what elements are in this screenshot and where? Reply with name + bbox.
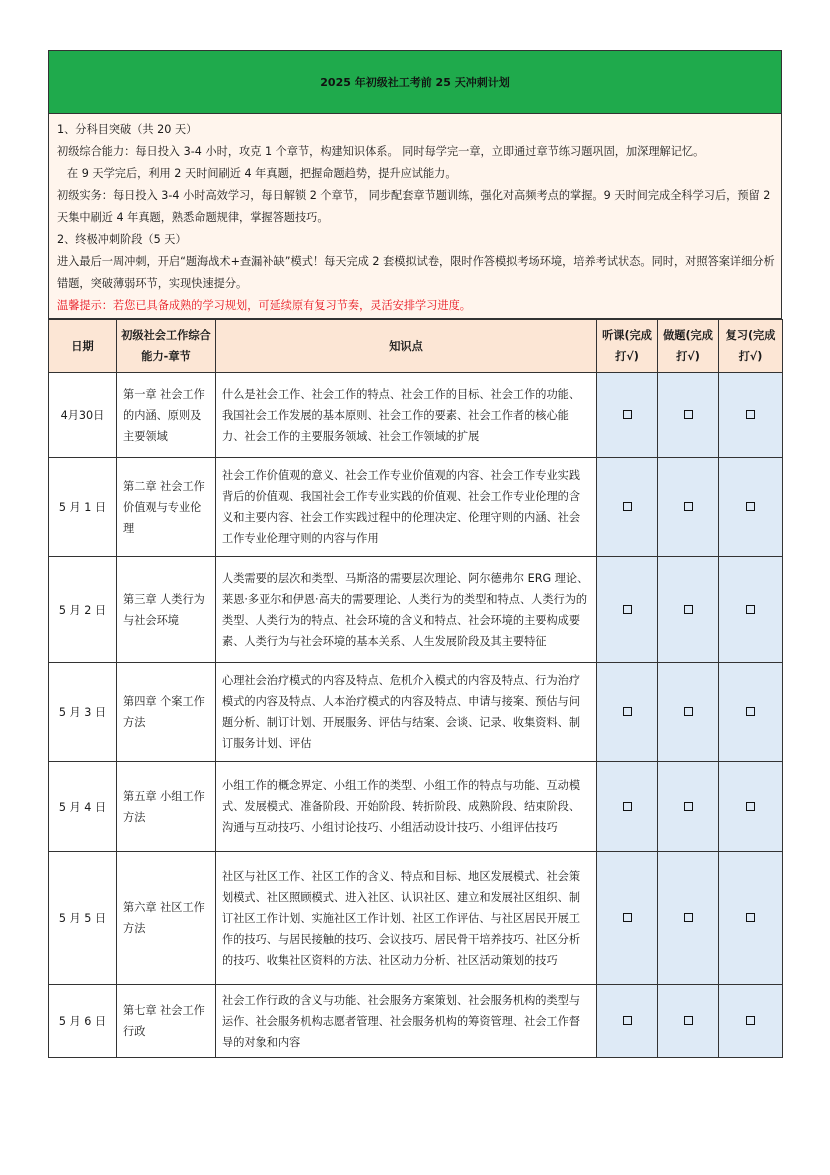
- practice-checkbox[interactable]: [658, 458, 719, 557]
- checkbox-icon[interactable]: [746, 707, 755, 716]
- practice-checkbox[interactable]: [658, 663, 719, 762]
- table-row: [49, 458, 783, 557]
- checkbox-icon[interactable]: [623, 1016, 632, 1025]
- row-chapter: 第三章 人类行为与社会环境: [117, 557, 216, 663]
- row-knowledge: 什么是社会工作、社会工作的特点、社会工作的目标、社会工作的功能、我国社会工作发展的基本原则、社会工作的要素、社会工作者的核心能力、社会工作的主要服务领域、社会工作领域的扩展: [216, 373, 597, 458]
- checkbox-icon[interactable]: [684, 707, 693, 716]
- study-plan-sheet: [48, 50, 782, 1058]
- row-date: 4月30日: [49, 373, 117, 458]
- row-chapter: 第一章 社会工作的内涵、原则及主要领域: [117, 373, 216, 458]
- practice-checkbox[interactable]: [658, 557, 719, 663]
- checkbox-icon[interactable]: [746, 802, 755, 811]
- row-knowledge: 人类需要的层次和类型、马斯洛的需要层次理论、阿尔德弗尔 ERG 理论、莱恩·多亚尔和伊恩·高夫的需要理论、人类行为的类型和特点、人类行为的类型、人类行为的特点、社会环境的含义和特点、社会环境的主要构成要素、人类行为与社会环境的基本关系、人生发展阶段及其主要特征: [216, 557, 597, 663]
- row-chapter: 第七章 社会工作行政: [117, 985, 216, 1058]
- checkbox-icon[interactable]: [684, 502, 693, 511]
- checkbox-icon[interactable]: [746, 1016, 755, 1025]
- review-checkbox[interactable]: [719, 458, 783, 557]
- checkbox-icon[interactable]: [623, 502, 632, 511]
- review-checkbox[interactable]: [719, 557, 783, 663]
- intro-line-4: 进入最后一周冲刺，开启“题海战术+查漏补缺”模式！每天完成 2 套模拟试卷，限时作答模拟考场环境，培养考试状态。同时，对照答案详细分析错题，突破薄弱环节，实现快速提分。: [57, 255, 775, 290]
- checkbox-icon[interactable]: [746, 913, 755, 922]
- checkbox-icon[interactable]: [684, 802, 693, 811]
- practice-checkbox[interactable]: [658, 852, 719, 985]
- warning-text: 温馨提示：若您已具备成熟的学习规划，可延续原有复习节奏，灵活安排学习进度。: [57, 299, 471, 312]
- table-header-row: [49, 320, 783, 373]
- checkbox-icon[interactable]: [684, 605, 693, 614]
- row-chapter: 第六章 社区工作方法: [117, 852, 216, 985]
- listen-checkbox[interactable]: [597, 557, 658, 663]
- section1-title: 1、分科目突破（共 20 天）: [57, 123, 198, 136]
- listen-checkbox[interactable]: [597, 458, 658, 557]
- intro-line-3: 初级实务：每日投入 3-4 小时高效学习，每日解锁 2 个章节， 同步配套章节题训练，强化对高频考点的掌握。9 天时间完成全科学习后，预留 2 天集中刷近 4 年真题，熟悉命题规律，掌握答题技巧。: [57, 189, 771, 224]
- listen-checkbox[interactable]: [597, 852, 658, 985]
- checkbox-icon[interactable]: [623, 605, 632, 614]
- review-checkbox[interactable]: [719, 373, 783, 458]
- row-chapter: 第五章 小组工作方法: [117, 762, 216, 852]
- table-row: [49, 762, 783, 852]
- listen-checkbox[interactable]: [597, 373, 658, 458]
- checkbox-icon[interactable]: [746, 410, 755, 419]
- checkbox-icon[interactable]: [746, 502, 755, 511]
- table-row: [49, 852, 783, 985]
- row-knowledge: 社会工作行政的含义与功能、社会服务方案策划、社会服务机构的类型与运作、社会服务机构志愿者管理、社会服务机构的筹资管理、社会工作督导的对象和内容: [216, 985, 597, 1058]
- listen-checkbox[interactable]: [597, 762, 658, 852]
- row-chapter: 第四章 个案工作方法: [117, 663, 216, 762]
- listen-checkbox[interactable]: [597, 663, 658, 762]
- checkbox-icon[interactable]: [623, 802, 632, 811]
- intro-line-1: 初级综合能力：每日投入 3-4 小时，攻克 1 个章节，构建知识体系。 同时每学完一章，立即通过章节练习题巩固，加深理解记忆。: [57, 145, 705, 158]
- header-knowledge: 知识点: [216, 320, 597, 373]
- intro-line-2: 在 9 天学完后，利用 2 天时间刷近 4 年真题，把握命题趋势，提升应试能力。: [67, 167, 457, 180]
- review-checkbox[interactable]: [719, 985, 783, 1058]
- checkbox-icon[interactable]: [746, 605, 755, 614]
- row-knowledge: 小组工作的概念界定、小组工作的类型、小组工作的特点与功能、互动模式、发展模式、准备阶段、开始阶段、转折阶段、成熟阶段、结束阶段、沟通与互动技巧、小组讨论技巧、小组活动设计技巧、小组评估技巧: [216, 762, 597, 852]
- row-date: 5 月 2 日: [49, 557, 117, 663]
- row-knowledge: 心理社会治疗模式的内容及特点、危机介入模式的内容及特点、行为治疗模式的内容及特点、人本治疗模式的内容及特点、申请与接案、预估与问题分析、制订计划、开展服务、评估与结案、会谈、记录、收集资料、制订服务计划、评估: [216, 663, 597, 762]
- practice-checkbox[interactable]: [658, 985, 719, 1058]
- row-date: 5 月 5 日: [49, 852, 117, 985]
- section2-title: 2、终极冲刺阶段（5 天）: [57, 233, 187, 246]
- header-listen: 听课(完成打√): [597, 320, 658, 373]
- listen-checkbox[interactable]: [597, 985, 658, 1058]
- intro-section: [48, 114, 782, 319]
- row-date: 5 月 6 日: [49, 985, 117, 1058]
- row-knowledge: 社会工作价值观的意义、社会工作专业价值观的内容、社会工作专业实践背后的价值观、我国社会工作专业实践的价值观、社会工作专业伦理的含义和主要内容、社会工作实践过程中的伦理决定、伦理守则的内涵、社会工作专业伦理守则的内容与作用: [216, 458, 597, 557]
- header-practice: 做题(完成打√): [658, 320, 719, 373]
- checkbox-icon[interactable]: [623, 410, 632, 419]
- page-title: 2025 年初级社工考前 25 天冲刺计划: [48, 50, 782, 114]
- header-chapter: 初级社会工作综合能力-章节: [117, 320, 216, 373]
- row-chapter: 第二章 社会工作价值观与专业伦理: [117, 458, 216, 557]
- review-checkbox[interactable]: [719, 663, 783, 762]
- header-date: 日期: [49, 320, 117, 373]
- checkbox-icon[interactable]: [684, 1016, 693, 1025]
- table-row: [49, 373, 783, 458]
- checkbox-icon[interactable]: [684, 913, 693, 922]
- table-row: [49, 663, 783, 762]
- checkbox-icon[interactable]: [623, 913, 632, 922]
- row-date: 5 月 1 日: [49, 458, 117, 557]
- review-checkbox[interactable]: [719, 762, 783, 852]
- row-date: 5 月 4 日: [49, 762, 117, 852]
- table-row: [49, 985, 783, 1058]
- table-row: [49, 557, 783, 663]
- row-date: 5 月 3 日: [49, 663, 117, 762]
- checkbox-icon[interactable]: [623, 707, 632, 716]
- practice-checkbox[interactable]: [658, 373, 719, 458]
- row-knowledge: 社区与社区工作、社区工作的含义、特点和目标、地区发展模式、社会策划模式、社区照顾模式、进入社区、认识社区、建立和发展社区组织、制订社区工作计划、实施社区工作计划、社区工作评估、与社区居民开展工作的技巧、与居民接触的技巧、会议技巧、居民骨干培养技巧、社区分析的技巧、收集社区资料的方法、社区动力分析、社区活动策划的技巧: [216, 852, 597, 985]
- practice-checkbox[interactable]: [658, 762, 719, 852]
- header-review: 复习(完成打√): [719, 320, 783, 373]
- checkbox-icon[interactable]: [684, 410, 693, 419]
- schedule-table: [48, 319, 783, 1058]
- review-checkbox[interactable]: [719, 852, 783, 985]
